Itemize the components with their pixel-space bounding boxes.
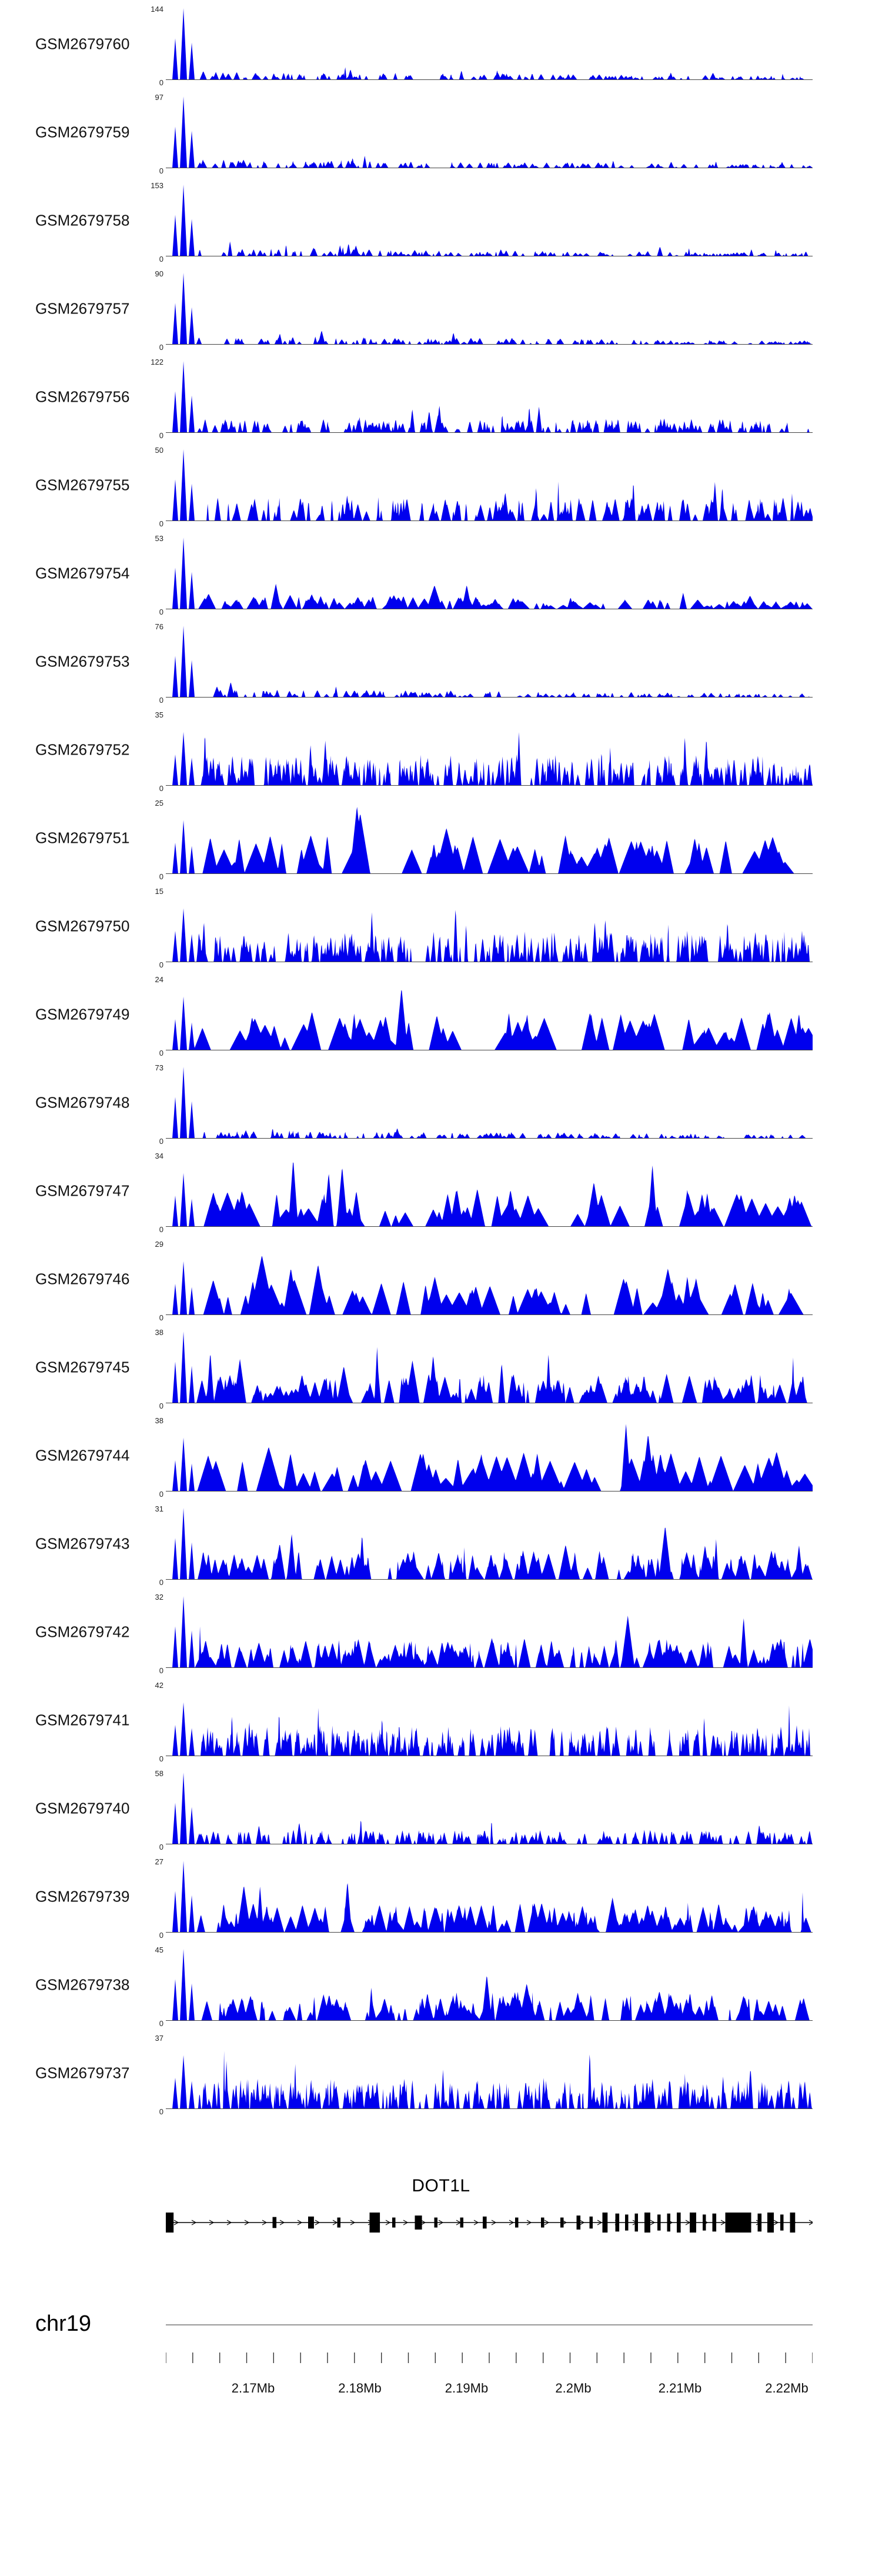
coverage-plot: [166, 96, 813, 168]
track-axis-min: 0: [159, 2019, 163, 2028]
coverage-plot: [166, 890, 813, 962]
coverage-plot: [166, 1508, 813, 1580]
chromosome-axis-panel: [0, 2282, 882, 2458]
track-axis-min: 0: [159, 255, 163, 263]
track-axis-min: 0: [159, 1754, 163, 1763]
track-axis-min: 0: [159, 696, 163, 705]
coverage-track: [0, 1147, 882, 1235]
track-label: GSM2679745: [35, 1358, 130, 1376]
track-axis-min: 0: [159, 1137, 163, 1146]
coverage-track: [0, 1764, 882, 1853]
track-axis-min: 0: [159, 1402, 163, 1410]
coverage-track: [0, 176, 882, 265]
track-axis-min: 0: [159, 960, 163, 969]
coverage-plot: [166, 1243, 813, 1315]
track-axis-max: 97: [155, 93, 163, 102]
coverage-plot: [166, 979, 813, 1050]
track-label: GSM2679755: [35, 476, 130, 494]
track-label: GSM2679744: [35, 1446, 130, 1464]
coverage-track: [0, 1059, 882, 1147]
track-axis-max: 34: [155, 1152, 163, 1160]
coverage-plot: [166, 1773, 813, 1844]
coverage-plot: [166, 8, 813, 80]
gene-name-label: DOT1L: [412, 2176, 470, 2195]
track-label: GSM2679738: [35, 1976, 130, 1994]
track-axis-min: 0: [159, 1931, 163, 1940]
track-label: GSM2679752: [35, 740, 130, 759]
coverage-plot: [166, 1949, 813, 2021]
coverage-track: [0, 1853, 882, 1941]
coverage-plot: [166, 2037, 813, 2109]
track-axis-min: 0: [159, 1666, 163, 1675]
coverage-track: [0, 1588, 882, 1676]
coverage-track: [0, 1235, 882, 1323]
track-label: GSM2679746: [35, 1270, 130, 1288]
coverage-plot: [166, 361, 813, 433]
track-axis-max: 58: [155, 1769, 163, 1778]
coverage-plot: [166, 714, 813, 786]
track-axis-min: 0: [159, 1843, 163, 1851]
coverage-track: [0, 353, 882, 441]
track-axis-max: 73: [155, 1063, 163, 1072]
track-axis-min: 0: [159, 78, 163, 87]
coverage-plot: [166, 1155, 813, 1227]
coverage-track: [0, 1676, 882, 1764]
track-axis-max: 27: [155, 1857, 163, 1866]
coverage-track: [0, 441, 882, 529]
coverage-track: [0, 1412, 882, 1500]
coverage-track: [0, 706, 882, 794]
chromosome-label: chr19: [35, 2311, 92, 2336]
axis-tick-label: 2.19Mb: [445, 2381, 489, 2395]
coverage-track: [0, 1941, 882, 2029]
axis-line: [166, 2324, 813, 2325]
track-axis-min: 0: [159, 784, 163, 793]
track-label: GSM2679751: [35, 829, 130, 847]
track-axis-max: 50: [155, 446, 163, 455]
coverage-plot: [166, 1684, 813, 1756]
coverage-track: [0, 970, 882, 1059]
track-label: GSM2679756: [35, 388, 130, 406]
coverage-plot: [166, 1596, 813, 1668]
track-label: GSM2679760: [35, 35, 130, 53]
track-axis-min: 0: [159, 343, 163, 352]
axis-tick-label: 2.21Mb: [658, 2381, 702, 2395]
gene-model-panel: [0, 2176, 882, 2258]
track-axis-min: 0: [159, 872, 163, 881]
coverage-plot: [166, 273, 813, 345]
track-axis-min: 0: [159, 166, 163, 175]
track-axis-min: 0: [159, 1578, 163, 1587]
track-label: GSM2679753: [35, 652, 130, 670]
track-axis-max: 32: [155, 1593, 163, 1601]
coverage-plot: [166, 626, 813, 698]
axis-tick-label: 2.18Mb: [338, 2381, 382, 2395]
track-label: GSM2679747: [35, 1182, 130, 1200]
track-label: GSM2679739: [35, 1887, 130, 1906]
track-axis-max: 31: [155, 1504, 163, 1513]
track-axis-max: 25: [155, 799, 163, 807]
track-axis-max: 15: [155, 887, 163, 896]
track-axis-min: 0: [159, 519, 163, 528]
track-label: GSM2679737: [35, 2064, 130, 2082]
track-axis-max: 90: [155, 269, 163, 278]
coverage-track: [0, 2029, 882, 2117]
track-label: GSM2679758: [35, 211, 130, 229]
track-axis-max: 38: [155, 1328, 163, 1337]
track-axis-max: 38: [155, 1416, 163, 1425]
coverage-track: [0, 882, 882, 970]
track-label: GSM2679740: [35, 1799, 130, 1817]
track-label: GSM2679742: [35, 1623, 130, 1641]
track-label: GSM2679757: [35, 299, 130, 318]
coverage-track: [0, 1323, 882, 1412]
track-axis-min: 0: [159, 2107, 163, 2116]
track-label: GSM2679741: [35, 1711, 130, 1729]
coverage-plot: [166, 538, 813, 609]
track-axis-max: 144: [151, 5, 163, 14]
track-axis-max: 122: [151, 358, 163, 366]
coverage-track: [0, 0, 882, 88]
axis-tick-label: 2.2Mb: [555, 2381, 592, 2395]
track-axis-max: 53: [155, 534, 163, 543]
axis-tick-label: 2.22Mb: [765, 2381, 808, 2395]
track-axis-min: 0: [159, 431, 163, 440]
track-axis-min: 0: [159, 1225, 163, 1234]
gene-model-diagram: [166, 2202, 813, 2243]
coverage-track: [0, 529, 882, 618]
track-axis-max: 37: [155, 2034, 163, 2043]
track-axis-max: 153: [151, 181, 163, 190]
track-axis-min: 0: [159, 1049, 163, 1057]
track-label: GSM2679743: [35, 1534, 130, 1553]
axis-ticks: [166, 2353, 813, 2376]
track-label: GSM2679754: [35, 564, 130, 582]
coverage-plot: [166, 1420, 813, 1491]
track-axis-min: 0: [159, 1313, 163, 1322]
coverage-track: [0, 88, 882, 176]
coverage-plot: [166, 802, 813, 874]
coverage-plot: [166, 449, 813, 521]
coverage-plot: [166, 1067, 813, 1139]
track-label: GSM2679750: [35, 917, 130, 935]
coverage-track: [0, 618, 882, 706]
track-axis-max: 42: [155, 1681, 163, 1690]
coverage-plot: [166, 1861, 813, 1933]
coverage-track: [0, 1500, 882, 1588]
track-label: GSM2679748: [35, 1093, 130, 1112]
coverage-track: [0, 794, 882, 882]
track-label: GSM2679749: [35, 1005, 130, 1023]
coverage-plot: [166, 185, 813, 256]
track-axis-max: 45: [155, 1946, 163, 1954]
track-axis-max: 29: [155, 1240, 163, 1249]
track-axis-min: 0: [159, 608, 163, 616]
track-axis-max: 24: [155, 975, 163, 984]
track-axis-max: 35: [155, 710, 163, 719]
axis-tick-label: 2.17Mb: [231, 2381, 275, 2395]
track-axis-max: 76: [155, 622, 163, 631]
track-axis-min: 0: [159, 1490, 163, 1499]
coverage-plot: [166, 1332, 813, 1403]
coverage-track: [0, 265, 882, 353]
track-label: GSM2679759: [35, 123, 130, 141]
